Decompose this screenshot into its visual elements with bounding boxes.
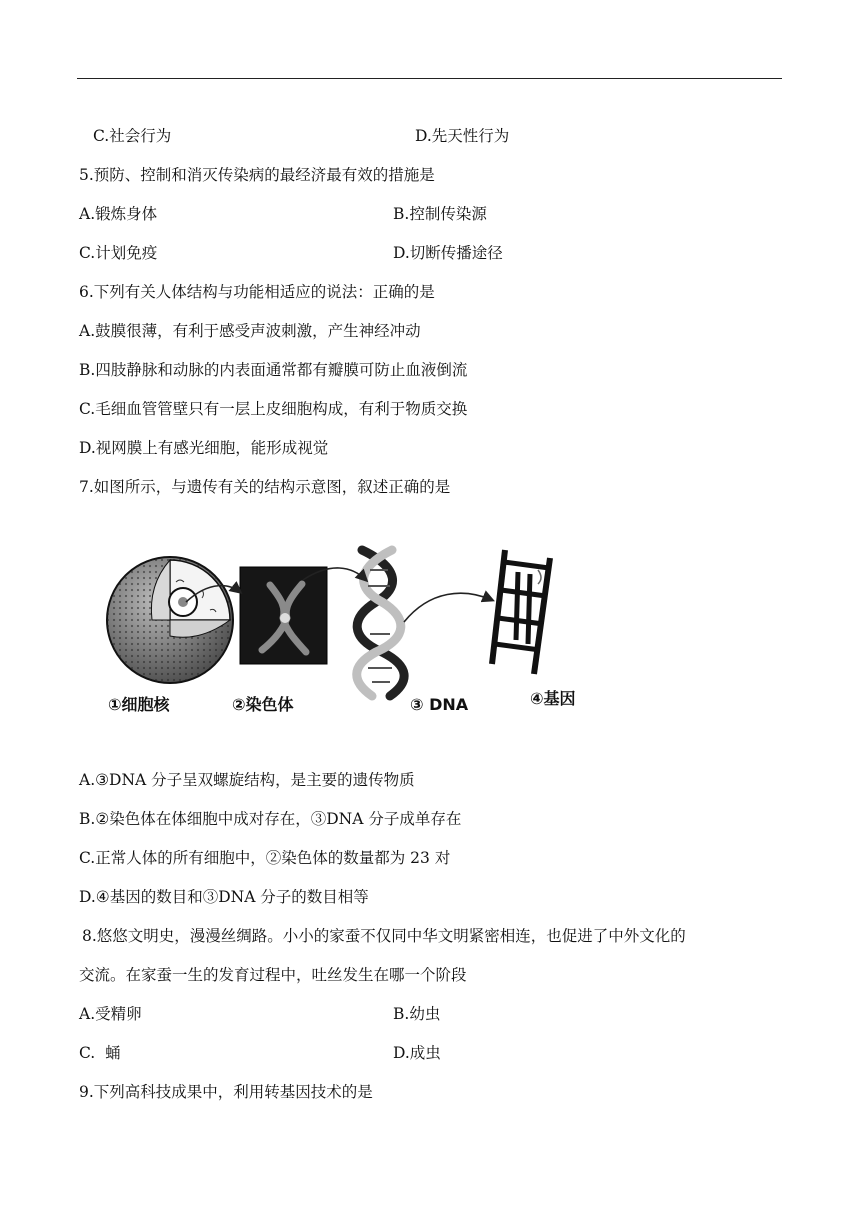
- q6-option-a: A.鼓膜很薄，有利于感受声波刺激，产生神经冲动: [79, 322, 421, 340]
- q6-option-d: D.视网膜上有感光细胞，能形成视觉: [79, 439, 329, 457]
- q8-option-a: A.受精卵: [79, 1005, 142, 1023]
- q7-option-c: C.正常人体的所有细胞中，②染色体的数量都为 23 对: [79, 849, 451, 867]
- q8-stem-line2: 交流。在家蚕一生的发育过程中，吐丝发生在哪一个阶段: [79, 966, 467, 984]
- header-rule: [77, 78, 782, 79]
- q8-option-c: C. 蛹: [79, 1044, 121, 1062]
- q5-option-c: C.计划免疫: [79, 244, 158, 262]
- q4-option-c: C.社会行为: [93, 127, 172, 145]
- label-gene: ④基因: [530, 689, 576, 708]
- q6-option-b: B.四肢静脉和动脉的内表面通常都有瓣膜可防止血液倒流: [79, 361, 468, 379]
- q8-option-d: D.成虫: [393, 1044, 441, 1062]
- chromosome-illustration: [240, 567, 327, 664]
- q9-stem: 9.下列高科技成果中，利用转基因技术的是: [79, 1083, 373, 1101]
- q7-option-b: B.②染色体在体细胞中成对存在，③DNA 分子成单存在: [79, 810, 462, 828]
- q4-option-d: D.先天性行为: [415, 127, 510, 145]
- gene-illustration: [492, 550, 550, 674]
- label-cell-nucleus: ①细胞核: [108, 695, 170, 714]
- q8-stem-line1: 8.悠悠文明史，漫漫丝绸路。小小的家蚕不仅同中华文明紧密相连，也促进了中外文化的: [82, 927, 686, 945]
- cell-nucleus-illustration: [107, 557, 233, 683]
- label-chromosome: ②染色体: [232, 695, 294, 714]
- q5-option-b: B.控制传染源: [393, 205, 487, 223]
- genetics-structure-figure: [100, 540, 600, 725]
- q5-option-d: D.切断传播途径: [393, 244, 503, 262]
- q7-option-a: A.③DNA 分子呈双螺旋结构，是主要的遗传物质: [79, 771, 415, 789]
- q8-option-b: B.幼虫: [393, 1005, 441, 1023]
- q6-stem: 6.下列有关人体结构与功能相适应的说法：正确的是: [79, 283, 435, 301]
- dna-helix-illustration: [357, 550, 404, 696]
- q7-stem: 7.如图所示，与遗传有关的结构示意图，叙述正确的是: [79, 478, 451, 496]
- q7-option-d: D.④基因的数目和③DNA 分子的数目相等: [79, 888, 369, 906]
- arrow-dna-to-gene: [404, 593, 492, 622]
- q6-option-c: C.毛细血管管壁只有一层上皮细胞构成，有利于物质交换: [79, 400, 468, 418]
- q5-option-a: A.锻炼身体: [79, 205, 158, 223]
- q5-stem: 5.预防、控制和消灭传染病的最经济最有效的措施是: [79, 166, 435, 184]
- label-dna: ③ DNA: [410, 695, 469, 714]
